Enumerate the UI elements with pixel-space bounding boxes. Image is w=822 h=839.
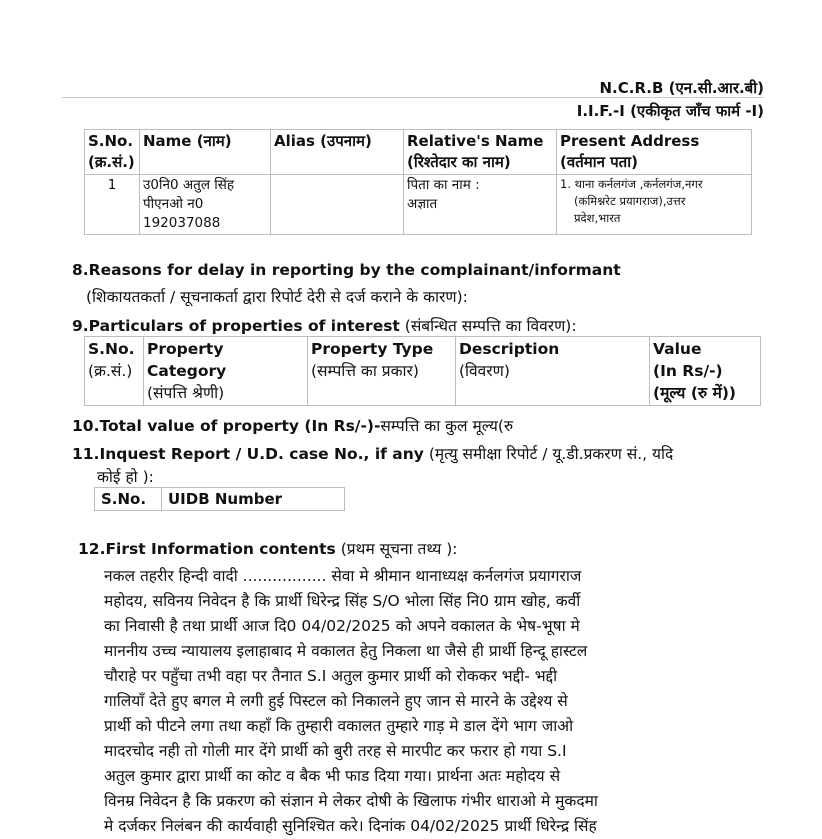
section12-title: 12.First Information contents [78, 540, 336, 558]
section9-heading [72, 314, 577, 336]
section8-title: 8.Reasons for delay in reporting by the complainant/informant [72, 261, 621, 279]
section12-heading [78, 537, 458, 559]
accused-table [84, 129, 752, 235]
section10-heading [72, 414, 513, 436]
col-header-relative: Relative's Name (रिश्तेदार का नाम) [404, 130, 557, 175]
table-header-row [85, 337, 761, 406]
fir-line: चौराहे पर पहुँचा तभी वहा पर तैनात S.I अतुल कुमार प्रार्थी को रोककर भद्दी- भद्दी [104, 667, 558, 685]
cell-relative: पिता का नाम : अज्ञात [404, 175, 557, 235]
section8-subtitle: (शिकायतकर्ता / सूचनाकर्ता द्वारा रिपोर्ट देरी से दर्ज कराने के कारण): [86, 288, 468, 306]
col-header-description: Description (विवरण) [456, 337, 650, 406]
col-header-alias: Alias (उपनाम) [271, 130, 404, 175]
section9-title-hi: (संबन्धित सम्पत्ति का विवरण): [404, 317, 577, 335]
table-row [85, 175, 752, 235]
section12-title-hi: (प्रथम सूचना तथ्य ): [340, 540, 458, 558]
table-header-row [85, 130, 752, 175]
section11-title: 11.Inquest Report / U.D. case No., if any [72, 445, 424, 463]
section11-title-hi: (मृत्यु समीक्षा रिपोर्ट / यू.डी.प्रकरण सं., यदि [428, 445, 674, 463]
col-header-value: Value (In Rs/-) (मूल्य (रु में)) [650, 337, 761, 406]
section11-title-cont: कोई हो ): [97, 468, 154, 486]
col-header-address: Present Address (वर्तमान पता) [557, 130, 752, 175]
fir-line: महोदय, सविनय निवेदन है कि प्रार्थी धिरेन्द्र सिंह S/O भोला सिंह नि0 ग्राम खोह, कर्वी [104, 592, 581, 610]
cell-name: उ0नि0 अतुल सिंह पीएनओ न0 192037088 [140, 175, 271, 235]
col-header-type: Property Type (सम्पत्ति का प्रकार) [308, 337, 456, 406]
col-header-sno: S.No. [95, 488, 162, 511]
fir-line: गालियाँ देते हुए बगल मे लगी हुई पिस्टल को निकालने हुए जान से मारने के उद्देश्य से [104, 692, 568, 710]
cell-sno: 1 [85, 175, 140, 235]
section9-title: 9.Particulars of properties of interest [72, 317, 400, 335]
col-header-uidb: UIDB Number [162, 488, 345, 511]
table-header-row [95, 488, 345, 511]
fir-content [104, 564, 794, 839]
fir-line: माननीय उच्च न्यायालय इलाहाबाद मे वकालत हेतु निकला था जैसे ही प्रार्थी हिन्दू हास्टल [104, 642, 588, 660]
fir-line: विनम्र निवेदन है कि प्रकरण को संज्ञान मे लेकर दोषी के खिलाफ गंभीर धाराओ मे मुकदमा [104, 792, 598, 810]
section10-title-hi: सम्पत्ति का कुल मूल्य(रु [380, 417, 514, 435]
fir-line: प्रार्थी को पीटने लगा तथा कहाँ कि तुम्हारी वकालत तुम्हारे गाड़ मे डाल देंगे भाग जाओ [104, 717, 574, 735]
col-header-category: Property Category (संपत्ति श्रेणी) [144, 337, 308, 406]
col-header-sno: S.No. (क्र.सं.) [85, 337, 144, 406]
fir-line: का निवासी है तथा प्रार्थी आज दि0 04/02/2025 को अपने वकालत के भेष-भूषा मे [104, 617, 580, 635]
fir-line: नकल तहरीर हिन्दी वादी ................. सेवा मे श्रीमान थानाध्यक्ष कर्नलगंज प्रयागराज [104, 567, 582, 585]
header-divider [62, 97, 764, 98]
fir-line: मादरचोद नही तो गोली मार देंगे प्रार्थी को बुरी तरह से मारपीट कर फरार हो गया S.I [104, 742, 567, 760]
property-table [84, 336, 761, 406]
cell-address: 1. थाना कर्नलगंज ,कर्नलगंज,नगर (कमिश्नरेट प्रयागराज),उत्तर प्रदेश,भारत [557, 175, 752, 235]
fir-line: मे दर्जकर निलंबन की कार्यवाही सुनिश्चित करे। दिनांक 04/02/2025 प्रार्थी धिरेन्द्र सिंह [104, 817, 597, 835]
inquest-table [94, 487, 345, 511]
section10-title: 10.Total value of property (In Rs/-)- [72, 417, 381, 435]
col-header-sno: S.No. (क्र.सं.) [85, 130, 140, 175]
ncrb-heading: N.C.R.B (एन.सी.आर.बी) [599, 79, 764, 97]
form-id-heading: I.I.F.-I (एकीकृत जाँच फार्म -I) [576, 102, 764, 120]
section11-heading [72, 442, 673, 464]
fir-line: अतुल कुमार द्वारा प्रार्थी का कोट व बैक भी फाड दिया गया। प्रार्थना अतः महोदय से [104, 767, 561, 785]
col-header-name: Name (नाम) [140, 130, 271, 175]
cell-alias [271, 175, 404, 235]
